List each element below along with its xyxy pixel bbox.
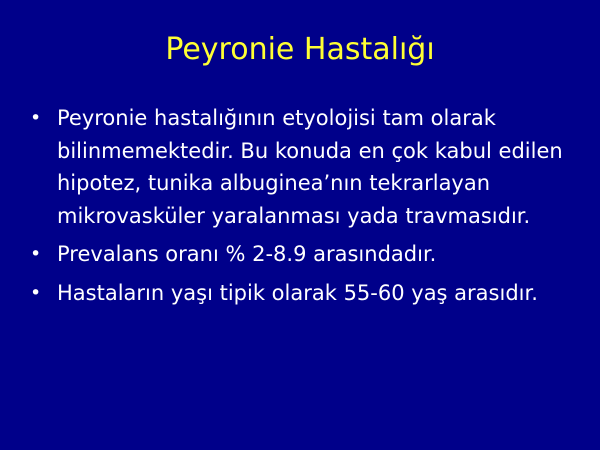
bullet-text: Hastaların yaşı tipik olarak 55-60 yaş arasıdır. (57, 280, 538, 305)
bullet-dot-icon: • (30, 281, 42, 304)
bullet-dot-icon: • (30, 243, 42, 265)
bullet-item-etiology (28, 102, 588, 232)
bullet-dot-icon: • (30, 107, 42, 129)
bullet-item-age (28, 277, 588, 310)
bullet-item-prevalence (28, 238, 588, 271)
bullet-text: Peyronie hastalığının etyolojisi tam olarak bilinmemektedir. Bu konuda en çok kabul edilen hipotez, tunika albuginea’nın tekrarlayan mikrovasküler yaralanması yada travmasıdır. (57, 106, 563, 228)
bullet-text: Prevalans oranı % 2-8.9 arasındadır. (57, 242, 437, 266)
bullet-list (28, 102, 588, 315)
slide-title: Peyronie Hastalığı (165, 32, 435, 67)
